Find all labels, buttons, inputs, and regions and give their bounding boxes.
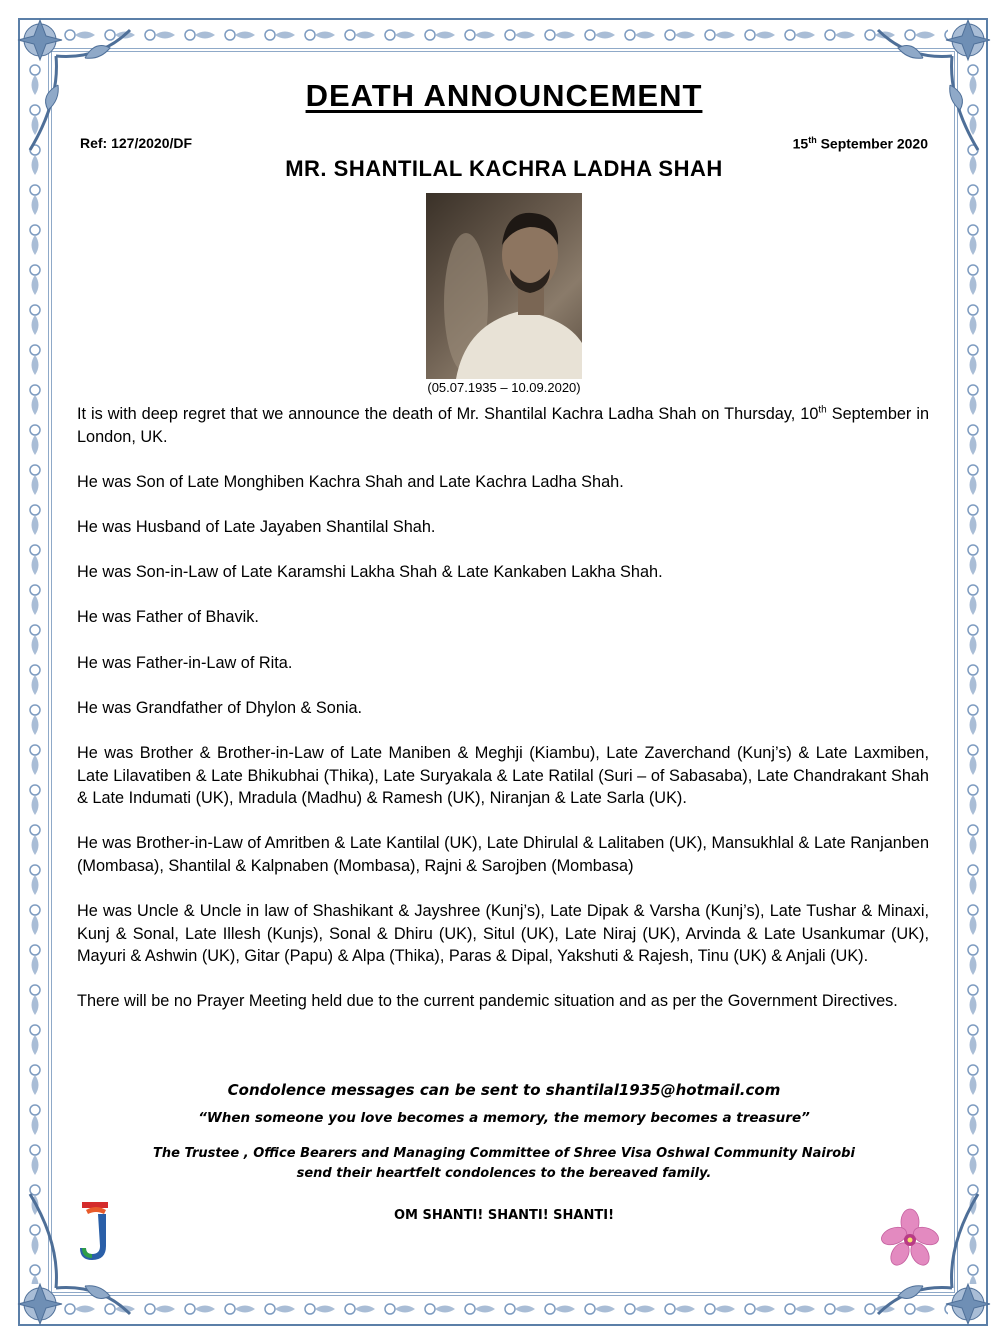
paragraph-prayer-meeting: There will be no Prayer Meeting held due to the current pandemic situation and as per the Government Directives.	[77, 992, 898, 1011]
condolence-email-line: Condolence messages can be sent to shantilal1935@hotmail.com	[227, 1081, 781, 1099]
reference-number: Ref: 127/2020/DF	[80, 135, 193, 151]
community-logo-icon	[76, 1200, 118, 1266]
paragraph-grandfather: He was Grandfather of Dhylon & Sonia.	[77, 698, 363, 717]
date-day: 15	[792, 135, 809, 152]
portrait-photo	[426, 193, 582, 379]
intro-superscript: th	[818, 404, 827, 416]
intro-paragraph	[77, 403, 929, 448]
deceased-name: MR. SHANTILAL KACHRA LADHA SHAH	[285, 156, 723, 181]
paragraph-brother-in-law: He was Brother-in-Law of Amritben & Late Kantilal (UK), Late Dhirulal & Lalitaben (UK), Mansukhlal & Late Ranjanben (Mombasa), Shantilal & Kalpnaben (Mombasa), Rajni & Sarojben (Mombasa)	[77, 834, 929, 875]
page-title: DEATH ANNOUNCEMENT	[305, 78, 703, 113]
left-ornament-band	[22, 60, 48, 1284]
top-ornament-band	[60, 22, 948, 48]
corner-flourish-bottom-left	[0, 1174, 150, 1344]
date-suffix: th	[808, 135, 817, 145]
announcement-body	[77, 403, 929, 1036]
paragraph-husband: He was Husband of Late Jayaben Shantilal Shah.	[77, 517, 436, 536]
trustee-message-line2: send their heartfelt condolences to the bereaved family.	[296, 1166, 712, 1181]
intro-text: It is with deep regret that we announce the death of Mr. Shantilal Kachra Ladha Shah on Thursday, 10	[77, 405, 819, 423]
orchid-flower-icon	[880, 1208, 940, 1270]
paragraph-father-in-law: He was Father-in-Law of Rita.	[77, 653, 293, 672]
trustee-message-line1: The Trustee , Office Bearers and Managing Committee of Shree Visa Oshwal Community Nairobi	[153, 1146, 855, 1161]
announcement-date	[793, 135, 928, 152]
lifespan-dates: (05.07.1935 – 10.09.2020)	[427, 380, 581, 395]
bottom-ornament-band	[60, 1296, 948, 1322]
paragraph-uncle: He was Uncle & Uncle in law of Shashikant & Jayshree (Kunj’s), Late Dipak & Varsha (Kunj’s), Late Tushar & Minaxi, Kunj & Sonal, Late Illesh (Kunjs), Sonal & Dhiru (UK), Situl (UK), Late Niraj (UK), Arvinda & Late Usankumar (UK), Mayuri & Ashwin (UK), Gitar (Papu) & Alpa (Thika), Paras & Dipal, Yakshuti & Rajesh, Tinu (UK) & Anjali (UK).	[77, 902, 929, 966]
paragraph-son: He was Son of Late Monghiben Kachra Shah and Late Kachra Ladha Shah.	[77, 472, 624, 491]
paragraph-father: He was Father of Bhavik.	[77, 608, 259, 627]
paragraph-son-in-law: He was Son-in-Law of Late Karamshi Lakha Shah & Late Kankaben Lakha Shah.	[77, 563, 663, 582]
closing-prayer: OM SHANTI! SHANTI! SHANTI!	[393, 1208, 615, 1223]
memorial-quote: “When someone you love becomes a memory, the memory becomes a treasure”	[198, 1110, 810, 1126]
date-rest: September 2020	[816, 135, 928, 152]
right-ornament-band	[960, 60, 986, 1284]
intro-text-end: September in London, UK.	[77, 405, 929, 446]
paragraph-brother: He was Brother & Brother-in-Law of Late Maniben & Meghji (Kiambu), Late Zaverchand (Kunj’s) & Late Laxmiben, Late Lilavatiben & Late Bhikubhai (Thika), Late Suryakala & Late Ratilal (Suri – of Sabasaba), Late Chandrakant Shah & Late Indumati (UK), Mradula (Madhu) & Ramesh (UK), Niranjan & Late Sarla (UK).	[77, 743, 929, 808]
